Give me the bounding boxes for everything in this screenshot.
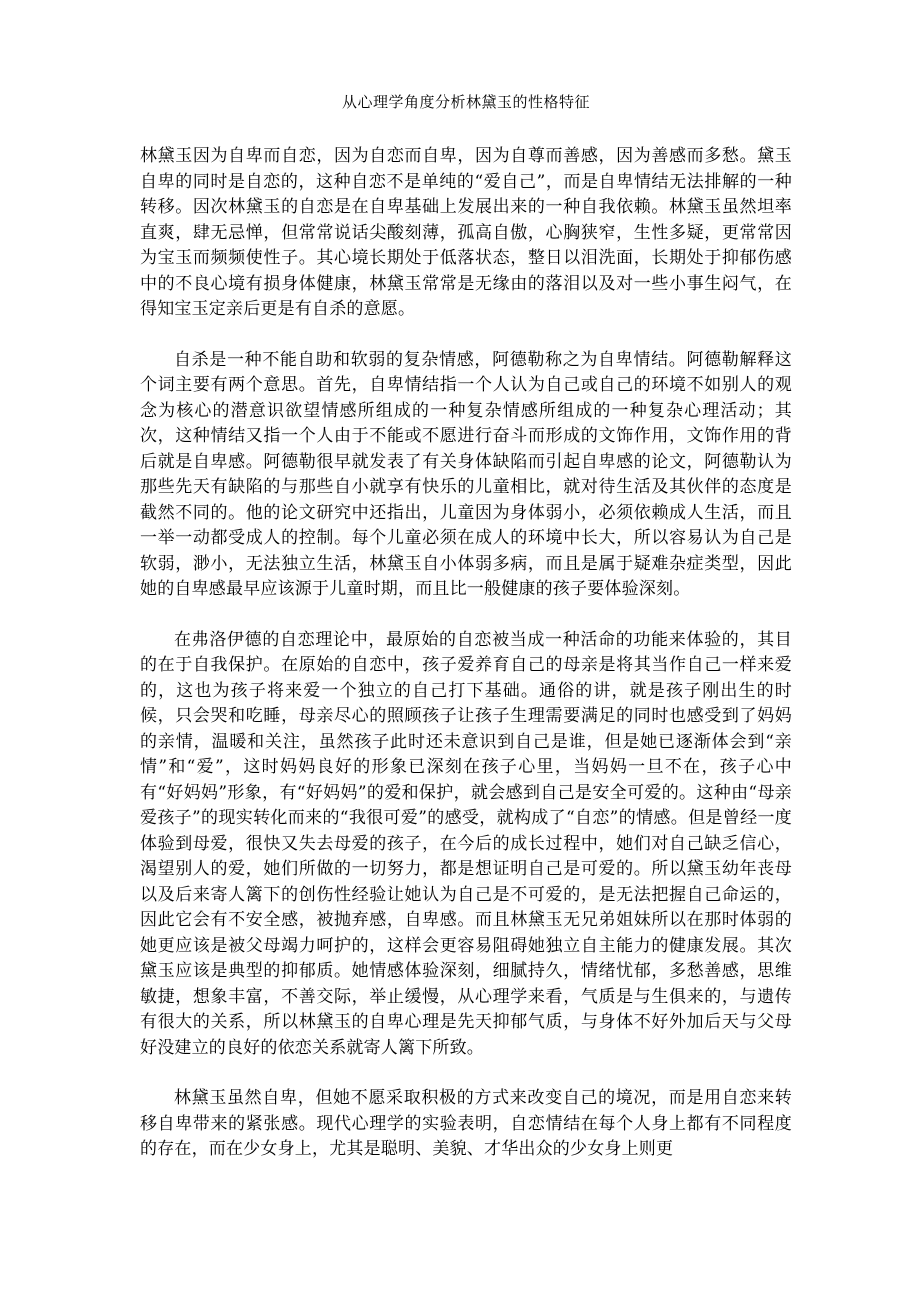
document-title: 从心理学角度分析林黛玉的性格特征: [341, 93, 590, 111]
paragraph-2: 自杀是一种不能自助和软弱的复杂情感，阿德勒称之为自卑情结。阿德勒解释这个词主要有两个意思。首先，自卑情结指一个人认为自己或自己的环境不如别人的观念为核心的潜意识欲望情感所组成的一种复杂情感所组成的一种复杂心理活动；其次，这种情结又指一个人由于不能或不愿进行奋斗而形成的文饰作用，文饰作用的背后就是自卑感。阿德勒很早就发表了有关身体缺陷而引起自卑感的论文，阿德勒认为那些先天有缺陷的与那些自小就享有快乐的儿童相比，就对待生活及其伙伴的态度是截然不同的。他的论文研究中还指出，儿童因为身体弱小，必须依赖成人生活，而且一举一动都受成人的控制。每个儿童必须在成人的环境中长大，所以容易认为自己是软弱，渺小，无法独立生活，林黛玉自小体弱多病，而且是属于疑难杂症类型，因此她的自卑感最早应该源于儿童时期，而且比一般健康的孩子要体验深刻。: [140, 349, 792, 599]
document-page: [140, 92, 792, 1188]
paragraph-4: 林黛玉虽然自卑，但她不愿采取积极的方式来改变自己的境况，而是用自恋来转移自卑带来的紧张感。现代心理学的实验表明，自恋情结在每个人身上都有不同程度的存在，而在少女身上，尤其是聪明、美貌、才华出众的少女身上则更: [140, 1088, 792, 1159]
paragraph-3: 在弗洛伊德的自恋理论中，最原始的自恋被当成一种活命的功能来体验的，其目的在于自我保护。在原始的自恋中，孩子爱养育自己的母亲是将其当作自己一样来爱的，这也为孩子将来爱一个独立的自己打下基础。通俗的讲，就是孩子刚出生的时候，只会哭和吃睡，母亲尽心的照顾孩子让孩子生理需要满足的同时也感受到了妈妈的亲情，温暖和关注，虽然孩子此时还未意识到自己是谁，但是她已逐渐体会到“亲情”和“爱”，这时妈妈良好的形象已深刻在孩子心里，当妈妈一旦不在，孩子心中有“好妈妈”形象，有“好妈妈”的爱和保护，就会感到自己是安全可爱的。这种由“母亲爱孩子”的现实转化而来的“我很可爱”的感受，就构成了“自恋”的情感。但是曾经一度体验到母爱，很快又失去母爱的孩子，在今后的成长过程中，她们对自己缺乏信心，渴望别人的爱，她们所做的一切努力，都是想证明自己是可爱的。所以黛玉幼年丧母以及后来寄人篱下的创伤性经验让她认为自己是不可爱的，是无法把握自己命运的，因此它会有不安全感，被抛弃感，自卑感。而且林黛玉无兄弟姐妹所以在那时体弱的她更应该是被父母竭力呵护的，这样会更容易阻碍她独立自主能力的健康发展。其次黛玉应该是典型的抑郁质。她情感体验深刻，细腻持久，情绪忧郁，多愁善感，思维敏捷，想象丰富，不善交际，举止缓慢，从心理学来看，气质是与生俱来的，与遗传有很大的关系，所以林黛玉的自卑心理是先天抑郁气质，与身体不好外加后天与父母好没建立的良好的依恋关系就寄人篱下所致。: [140, 629, 792, 1058]
paragraph-1: 林黛玉因为自卑而自恋，因为自恋而自卑，因为自尊而善感，因为善感而多愁。黛玉自卑的同时是自恋的，这种自恋不是单纯的“爱自己”，而是自卑情结无法排解的一种转移。因次林黛玉的自恋是在自卑基础上发展出来的一种自我依赖。林黛玉虽然坦率直爽，肆无忌惮，但常常说话尖酸刻薄，孤高自傲，心胸狭窄，生性多疑，更常常因为宝玉而频频使性子。其心境长期处于低落状态，整日以泪洗面，长期处于抑郁伤感中的不良心境有损身体健康，林黛玉常常是无缘由的落泪以及对一些小事生闷气，在得知宝玉定亲后更是有自杀的意愿。: [140, 146, 792, 319]
